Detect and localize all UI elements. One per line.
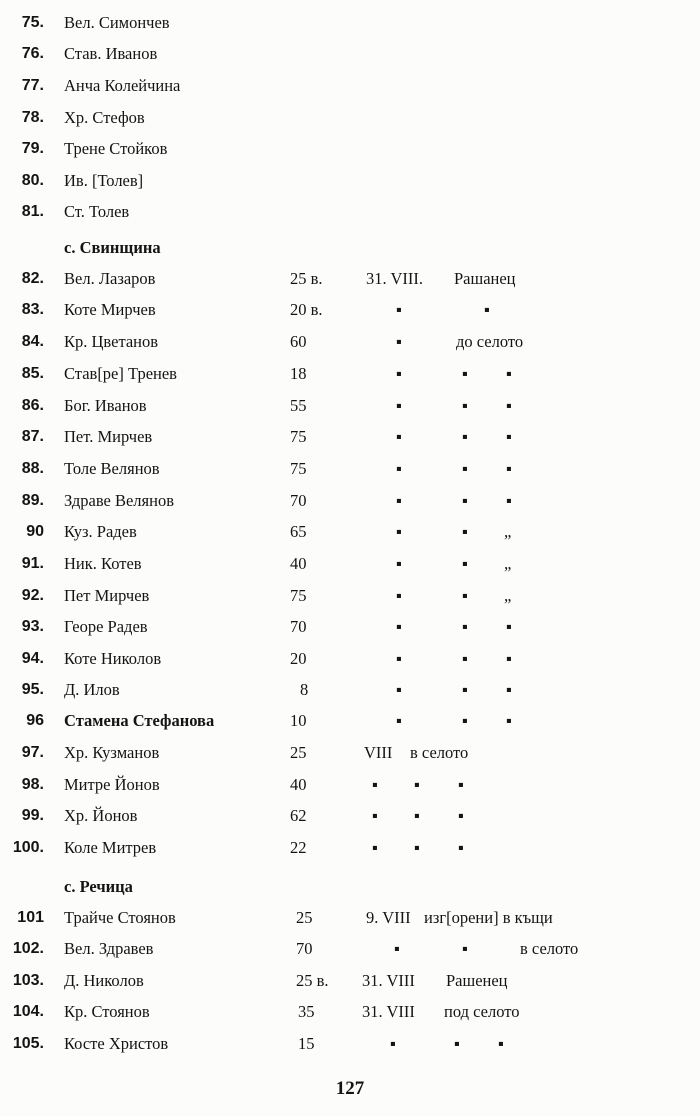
ditto-mark: ▪ <box>414 775 420 794</box>
entry-age: 8 <box>300 680 309 699</box>
entry-number: 96 <box>26 712 44 729</box>
list-item <box>0 168 700 194</box>
table-row <box>0 835 700 861</box>
entry-date: 9. VIII <box>366 908 411 927</box>
entry-number: 88. <box>21 460 44 477</box>
ditto-mark: ▪ <box>396 300 402 319</box>
entry-name: Д. Илов <box>64 680 120 699</box>
entry-name: Хр. Йонов <box>64 806 138 825</box>
entry-number: 95. <box>21 681 44 698</box>
ditto-mark: ▪ <box>462 939 468 958</box>
ditto-mark: „ <box>504 554 512 573</box>
entry-number: 98. <box>21 776 44 793</box>
table-row <box>0 1031 700 1057</box>
entry-age: 40 <box>290 554 307 573</box>
ditto-mark: ▪ <box>498 1034 504 1053</box>
ditto-mark: ▪ <box>462 396 468 415</box>
ditto-mark: ▪ <box>462 711 468 730</box>
table-row <box>0 424 700 450</box>
entry-name: Став[ре] Тренев <box>64 364 177 383</box>
table-row <box>0 968 700 994</box>
table-row <box>0 740 700 766</box>
entry-name: Косте Христов <box>64 1034 169 1053</box>
entry-name: Ив. [Толев] <box>64 171 144 190</box>
ditto-mark: ▪ <box>372 806 378 825</box>
entry-number: 104. <box>12 1003 44 1020</box>
entry-number: 77. <box>21 77 44 94</box>
entry-age: 20 <box>290 649 307 668</box>
table-row <box>0 646 700 672</box>
ditto-mark: ▪ <box>458 806 464 825</box>
ditto-mark: ▪ <box>396 617 402 636</box>
table-row <box>0 519 700 545</box>
ditto-mark: ▪ <box>506 396 512 415</box>
ditto-mark: ▪ <box>462 364 468 383</box>
ditto-mark: ▪ <box>506 711 512 730</box>
entry-age: 10 <box>290 711 307 730</box>
ditto-mark: ▪ <box>506 459 512 478</box>
ditto-mark: ▪ <box>506 617 512 636</box>
ditto-mark: ▪ <box>394 939 400 958</box>
ditto-mark: ▪ <box>462 617 468 636</box>
list-item <box>0 41 700 67</box>
list-item <box>0 10 700 36</box>
entry-age: 65 <box>290 522 307 541</box>
ditto-mark: ▪ <box>396 711 402 730</box>
entry-age: 25 <box>296 908 313 927</box>
entry-number: 87. <box>21 428 44 445</box>
entry-place: до селото <box>456 332 524 351</box>
list-item <box>0 136 700 162</box>
ditto-mark: ▪ <box>506 491 512 510</box>
table-row <box>0 936 700 962</box>
ditto-mark: ▪ <box>506 680 512 699</box>
entry-number: 76. <box>21 45 44 62</box>
list-item <box>0 105 700 131</box>
entry-name: Анча Колейчина <box>64 76 181 95</box>
list-item <box>0 73 700 99</box>
entry-name: Стамена Стефанова <box>64 711 215 730</box>
entry-name: Толе Велянов <box>64 459 160 478</box>
entry-name: Коле Митрев <box>64 838 157 857</box>
entry-name: Вел. Симончев <box>64 13 170 32</box>
table-row <box>0 583 700 609</box>
table-row <box>0 393 700 419</box>
table-row <box>0 772 700 798</box>
ditto-mark: ▪ <box>506 427 512 446</box>
table-row <box>0 266 700 292</box>
ditto-mark: ▪ <box>462 649 468 668</box>
entry-place: под селото <box>444 1002 520 1021</box>
entry-name: Митре Йонов <box>64 775 160 794</box>
entry-number: 86. <box>21 397 44 414</box>
entry-number: 84. <box>21 333 44 350</box>
entry-number: 94. <box>21 650 44 667</box>
ditto-mark: ▪ <box>414 838 420 857</box>
entry-age: 22 <box>290 838 307 857</box>
entry-age: 75 <box>290 427 307 446</box>
entry-place: в селото <box>520 939 579 958</box>
entry-name: Георе Радев <box>64 617 148 636</box>
entry-number: 83. <box>21 301 44 318</box>
entry-age: 70 <box>296 939 313 958</box>
entry-number: 79. <box>21 140 44 157</box>
ditto-mark: ▪ <box>462 491 468 510</box>
ditto-mark: ▪ <box>396 680 402 699</box>
ditto-mark: ▪ <box>462 427 468 446</box>
entry-age: 15 <box>298 1034 315 1053</box>
entry-name: Бог. Иванов <box>64 396 147 415</box>
entry-age: 20 в. <box>290 300 323 319</box>
entry-date: VIII <box>364 743 393 762</box>
entry-number: 80. <box>21 172 44 189</box>
entry-number: 91. <box>21 555 44 572</box>
ditto-mark: ▪ <box>396 459 402 478</box>
entry-age: 62 <box>290 806 307 825</box>
ditto-mark: ▪ <box>462 554 468 573</box>
ditto-mark: ▪ <box>396 586 402 605</box>
entry-name: Ник. Котев <box>64 554 142 573</box>
entry-name: Став. Иванов <box>64 44 158 63</box>
ditto-mark: „ <box>504 522 512 541</box>
list-item <box>0 199 700 225</box>
entry-date: 31. VIII <box>362 1002 415 1021</box>
ditto-mark: ▪ <box>462 680 468 699</box>
ditto-mark: ▪ <box>396 491 402 510</box>
ditto-mark: ▪ <box>396 332 402 351</box>
ditto-mark: ▪ <box>372 775 378 794</box>
ditto-mark: ▪ <box>506 364 512 383</box>
entry-number: 78. <box>21 109 44 126</box>
entry-date: 31. VIII. <box>366 269 423 288</box>
entry-age: 25 <box>290 743 307 762</box>
entry-name: Ст. Толев <box>64 202 130 221</box>
ditto-mark: „ <box>504 586 512 605</box>
entry-age: 35 <box>298 1002 315 1021</box>
village-heading: с. Речица <box>64 877 133 896</box>
table-row <box>0 551 700 577</box>
entry-name: Хр. Стефов <box>64 108 145 127</box>
entry-number: 99. <box>21 807 44 824</box>
entry-number: 81. <box>21 203 44 220</box>
entry-number: 105. <box>12 1035 44 1052</box>
entry-name: Куз. Радев <box>64 522 137 541</box>
table-row <box>0 614 700 640</box>
entry-age: 18 <box>290 364 307 383</box>
table-row <box>0 803 700 829</box>
entry-number: 93. <box>21 618 44 635</box>
table-row <box>0 361 700 387</box>
entry-number: 97. <box>21 744 44 761</box>
entry-age: 60 <box>290 332 307 351</box>
entry-number: 85. <box>21 365 44 382</box>
entry-number: 102. <box>12 940 44 957</box>
entry-age: 25 в. <box>290 269 323 288</box>
table-row <box>0 677 700 703</box>
entry-age: 75 <box>290 586 307 605</box>
entry-age: 75 <box>290 459 307 478</box>
ditto-mark: ▪ <box>396 427 402 446</box>
table-row <box>0 999 700 1025</box>
entry-number: 82. <box>21 270 44 287</box>
entry-age: 40 <box>290 775 307 794</box>
entry-name: Хр. Кузманов <box>64 743 160 762</box>
table-row <box>0 905 700 931</box>
ditto-mark: ▪ <box>396 649 402 668</box>
ditto-mark: ▪ <box>462 522 468 541</box>
table-row <box>0 329 700 355</box>
ditto-mark: ▪ <box>372 838 378 857</box>
table-row <box>0 456 700 482</box>
entry-name: Пет. Мирчев <box>64 427 153 446</box>
table-row <box>0 488 700 514</box>
entry-name: Кр. Стоянов <box>64 1002 150 1021</box>
entry-age: 25 в. <box>296 971 329 990</box>
entry-name: Д. Николов <box>64 971 144 990</box>
ditto-mark: ▪ <box>390 1034 396 1053</box>
entry-age: 70 <box>290 491 307 510</box>
ditto-mark: ▪ <box>454 1034 460 1053</box>
entry-age: 70 <box>290 617 307 636</box>
ditto-mark: ▪ <box>462 459 468 478</box>
ditto-mark: ▪ <box>396 522 402 541</box>
ditto-mark: ▪ <box>414 806 420 825</box>
village-heading: с. Свинщина <box>64 238 161 257</box>
entry-name: Вел. Здравев <box>64 939 154 958</box>
entry-number: 89. <box>21 492 44 509</box>
entry-name: Кр. Цветанов <box>64 332 159 351</box>
ditto-mark: ▪ <box>462 586 468 605</box>
entry-name: Вел. Лазаров <box>64 269 156 288</box>
ditto-mark: ▪ <box>458 775 464 794</box>
entry-name: Трайче Стоянов <box>64 908 176 927</box>
entry-number: 100. <box>12 839 44 856</box>
ditto-mark: ▪ <box>396 364 402 383</box>
ditto-mark: ▪ <box>396 396 402 415</box>
ditto-mark: ▪ <box>506 649 512 668</box>
entry-number: 101 <box>17 909 44 926</box>
entry-place: в селото <box>410 743 469 762</box>
entry-name: Трене Стойков <box>64 139 168 158</box>
entry-name: Пет Мирчев <box>64 586 150 605</box>
ditto-mark: ▪ <box>458 838 464 857</box>
entry-name: Коте Мирчев <box>64 300 156 319</box>
entry-number: 90 <box>26 523 44 540</box>
table-row <box>0 708 700 734</box>
entry-number: 92. <box>21 587 44 604</box>
ditto-mark: ▪ <box>396 554 402 573</box>
table-row <box>0 297 700 323</box>
entry-place: Рашанец <box>454 269 516 288</box>
ditto-mark: ▪ <box>484 300 490 319</box>
entry-name: Коте Николов <box>64 649 162 668</box>
entry-age: 55 <box>290 396 307 415</box>
entry-number: 75. <box>21 14 44 31</box>
page-number: 127 <box>335 1078 365 1099</box>
entry-number: 103. <box>12 972 44 989</box>
entry-name: Здраве Велянов <box>64 491 174 510</box>
entry-place: изг[орени] в къщи <box>424 908 553 927</box>
entry-place: Рашенец <box>446 971 508 990</box>
entry-date: 31. VIII <box>362 971 415 990</box>
